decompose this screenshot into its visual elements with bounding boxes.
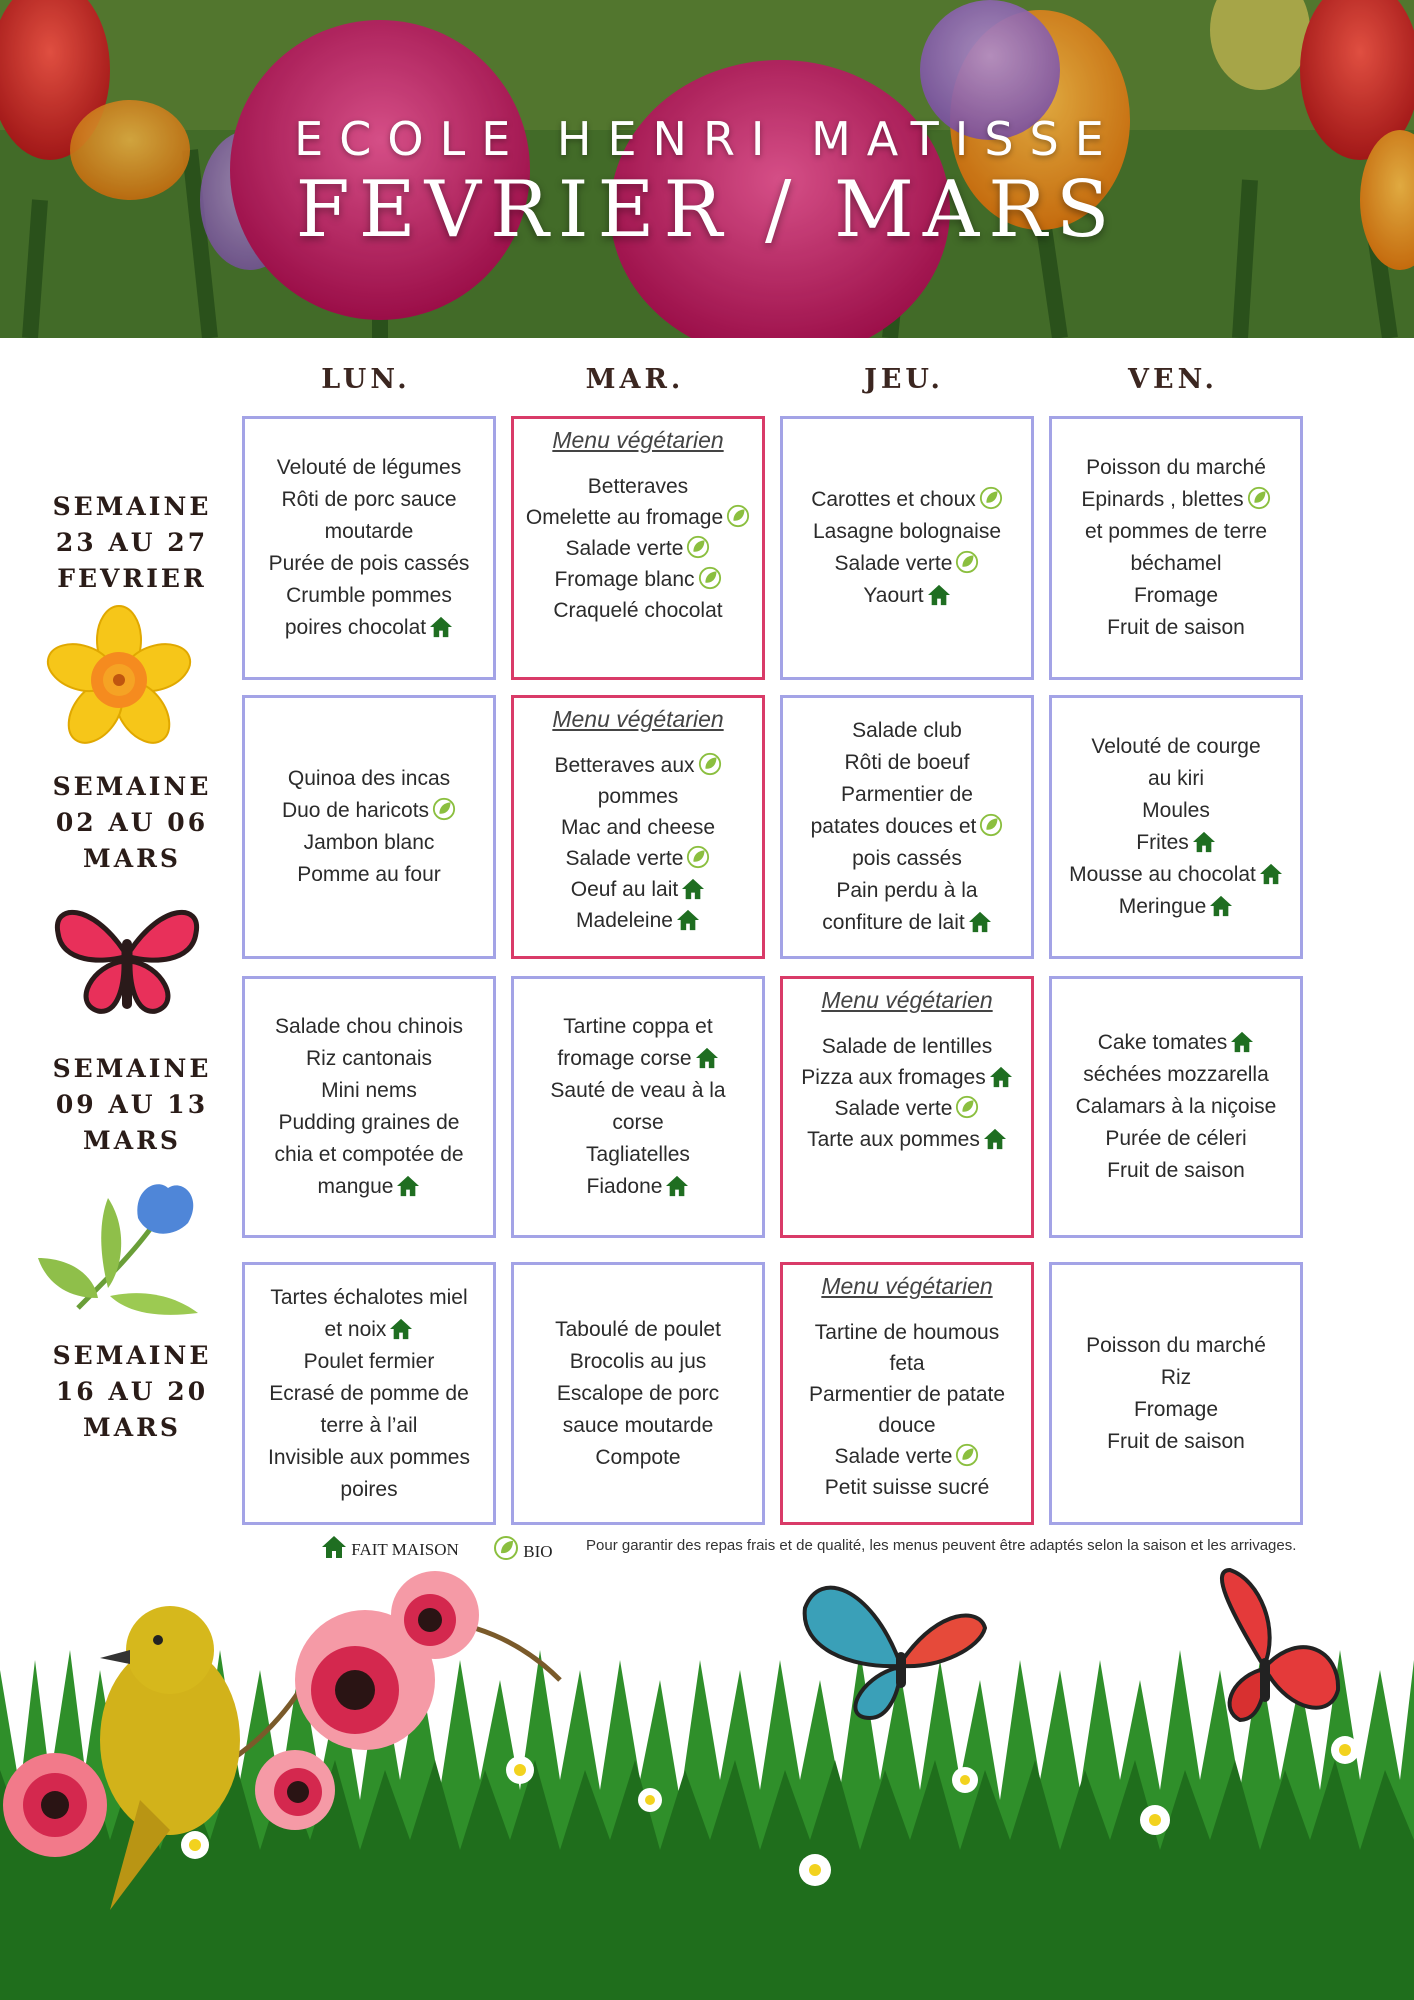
house-icon [429, 616, 453, 638]
menu-item: Tarte aux pommes [801, 1124, 1012, 1155]
menu-item: Pizza aux fromages [801, 1062, 1012, 1093]
organic-leaf-icon [686, 535, 710, 559]
week-label: SEMAINE 02 AU 06 MARS [52, 772, 212, 873]
day-header-monday: LUN. [321, 364, 411, 395]
vegetarian-menu-label: Menu végétarien [552, 427, 724, 453]
menu-item: Salade verte [526, 533, 750, 564]
menu-item: Escalope de porc [556, 1381, 720, 1405]
organic-leaf-icon [955, 1095, 979, 1119]
day-header-thursday: JEU. [864, 364, 944, 395]
menu-item: mangue [274, 1171, 463, 1203]
menu-item: Tartes échalotes miel [270, 1285, 468, 1309]
menu-item: Purée de céleri [1105, 1127, 1247, 1150]
menu-item: Meringue [1069, 891, 1283, 923]
week-label: SEMAINE 09 AU 13 MARS [52, 1054, 212, 1155]
menu-item: Rôti de porc sauce [281, 488, 457, 511]
menu-item: Velouté de légumes [276, 456, 462, 479]
vegetarian-menu-label: Menu végétarien [821, 987, 993, 1013]
menu-item: Parmentier de [841, 783, 973, 806]
house-icon [1259, 863, 1283, 885]
menu-item: chia et compotée de [274, 1143, 464, 1166]
menu-item: Salade verte [811, 548, 1003, 580]
organic-leaf-icon [432, 797, 456, 821]
menu-item: Frites [1069, 827, 1283, 859]
house-icon [396, 1175, 420, 1197]
menu-cell [242, 1262, 496, 1525]
menu-item: fromage corse [550, 1043, 725, 1075]
menu-cell [780, 416, 1034, 680]
organic-leaf-icon [955, 1443, 979, 1467]
menu-item: Betteraves [587, 475, 689, 498]
tulip-illustration [38, 1178, 208, 1320]
menu-item: Fruit de saison [1107, 1159, 1245, 1182]
menu-item: Pudding graines de [278, 1111, 460, 1134]
legend-organic-label: BIO [523, 1542, 553, 1561]
day-header-tuesday: MAR. [585, 364, 685, 395]
menu-item: moutarde [324, 520, 414, 543]
menu-item: Jambon blanc [303, 831, 435, 854]
menu-item: Salade verte [801, 1093, 1012, 1124]
menu-item: et pommes de terre [1084, 520, 1268, 543]
vegetarian-menu-label: Menu végétarien [821, 1273, 993, 1299]
menu-item: Mousse au chocolat [1069, 859, 1283, 891]
vegetarian-menu-label: Menu végétarien [552, 706, 724, 732]
menu-item: au kiri [1147, 767, 1205, 790]
menu-item: feta [889, 1352, 925, 1375]
week-label: SEMAINE 16 AU 20 MARS [52, 1341, 212, 1442]
menu-item: sauce moutarde [562, 1413, 714, 1437]
menu-item: poires [340, 1477, 398, 1501]
house-icon [665, 1175, 689, 1197]
menu-cell [1049, 695, 1303, 959]
menu-item: terre à l’ail [320, 1413, 418, 1437]
menu-item: Pomme au four [297, 863, 441, 886]
menu-cell [511, 976, 765, 1238]
menu-item: Omelette au fromage [526, 502, 750, 533]
menu-item: Mac and cheese [560, 816, 716, 839]
menu-period-title: FEVRIER / MARS [295, 165, 1119, 255]
menu-cell [242, 976, 496, 1238]
menu-cell [1049, 1262, 1303, 1525]
menu-item: Ecrasé de pomme de [269, 1381, 469, 1405]
menu-item: douce [878, 1414, 936, 1437]
menu-item: Fromage [1133, 584, 1218, 607]
menu-item: Salade club [852, 719, 962, 742]
menu-item: Sauté de veau à la [550, 1079, 726, 1102]
day-header-friday: VEN. [1128, 364, 1218, 395]
menu-item: et noix [268, 1314, 470, 1346]
menu-item: Betteraves aux [554, 750, 721, 781]
freshness-note: Pour garantir des repas frais et de qualité, les menus peuvent être adaptés selon la saison et les arrivages. [586, 1537, 1297, 1554]
menu-item: Yaourt [811, 580, 1003, 612]
organic-leaf-icon [698, 752, 722, 776]
house-icon [681, 878, 705, 900]
menu-item: Riz [1160, 1365, 1192, 1389]
organic-leaf-icon [955, 550, 979, 574]
menu-item: Cake tomates [1076, 1027, 1277, 1059]
menu-item: pommes [597, 785, 679, 808]
week-label: SEMAINE 23 AU 27 FEVRIER [52, 492, 212, 593]
menu-item: béchamel [1130, 552, 1222, 575]
menu-item: Taboulé de poulet [555, 1317, 721, 1341]
school-name: ECOLE HENRI MATISSE [294, 112, 1120, 166]
menu-item: Moules [1142, 799, 1210, 822]
organic-leaf-icon [979, 813, 1003, 837]
butterfly-illustration [52, 893, 202, 1025]
menu-item: Poisson du marché [1086, 456, 1266, 479]
organic-leaf-icon [979, 486, 1003, 510]
menu-cell [1049, 416, 1303, 680]
menu-item: Invisible aux pommes [268, 1445, 470, 1469]
house-icon [1230, 1031, 1254, 1053]
house-icon [983, 1128, 1007, 1150]
menu-item: Compote [595, 1445, 681, 1469]
menu-cell [1049, 976, 1303, 1238]
menu-item: Tartine coppa et [563, 1015, 713, 1038]
menu-item: pois cassés [852, 847, 962, 870]
menu-item: Purée de pois cassés [268, 552, 470, 575]
daffodil-illustration [44, 605, 194, 755]
menu-item: corse [612, 1111, 664, 1134]
menu-item: Duo de haricots [282, 795, 456, 827]
header-banner [0, 0, 1414, 338]
menu-item: Lasagne bolognaise [813, 520, 1001, 543]
menu-item: Fromage [1133, 1397, 1218, 1421]
menu-item: Velouté de courge [1091, 735, 1261, 758]
menu-cell-vegetarian [511, 416, 765, 680]
menu-item: Poisson du marché [1086, 1333, 1266, 1357]
menu-item: Crumble pommes [286, 584, 452, 607]
menu-item: Petit suisse sucré [824, 1476, 990, 1499]
menu-item: Brocolis au jus [569, 1349, 707, 1373]
menu-item: Pain perdu à la [836, 879, 978, 902]
menu-item: Quinoa des incas [287, 767, 451, 790]
menu-item: Calamars à la niçoise [1075, 1095, 1277, 1118]
menu-item: Mini nems [321, 1079, 417, 1102]
house-icon [989, 1066, 1013, 1088]
menu-item: Parmentier de patate [808, 1383, 1006, 1406]
menu-item: Fiadone [550, 1171, 725, 1203]
menu-item: Epinards , blettes [1081, 484, 1270, 516]
menu-item: poires chocolat [269, 612, 470, 644]
menu-item: Salade de lentilles [821, 1035, 993, 1058]
menu-item: Riz cantonais [305, 1047, 433, 1070]
menu-cell-vegetarian [780, 1262, 1034, 1525]
menu-item: Tartine de houmous [814, 1321, 1000, 1344]
menu-item: Madeleine [554, 905, 721, 936]
menu-item: Poulet fermier [303, 1349, 435, 1373]
menu-item: Rôti de boeuf [844, 751, 970, 774]
menu-item: séchées mozzarella [1083, 1063, 1269, 1086]
menu-item: confiture de lait [811, 907, 1004, 939]
menu-item: Salade verte [809, 1441, 1005, 1472]
menu-item: Fruit de saison [1107, 616, 1245, 639]
house-icon [927, 584, 951, 606]
menu-item: Fromage blanc [526, 564, 750, 595]
menu-item: Tagliatelles [586, 1143, 690, 1166]
menu-item: Oeuf au lait [554, 874, 721, 905]
organic-leaf-icon [698, 566, 722, 590]
house-icon [695, 1047, 719, 1069]
menu-cell [780, 695, 1034, 959]
legend-homemade-label: FAIT MAISON [351, 1540, 459, 1559]
house-icon [1192, 831, 1216, 853]
menu-item: Salade verte [554, 843, 721, 874]
organic-leaf-icon [726, 504, 750, 528]
menu-cell [511, 1262, 765, 1525]
menu-item: Salade chou chinois [275, 1015, 463, 1038]
menu-item: Fruit de saison [1107, 1429, 1245, 1453]
house-icon [676, 909, 700, 931]
menu-cell-vegetarian [511, 695, 765, 959]
menu-cell [242, 695, 496, 959]
menu-cell [242, 416, 496, 680]
menu-item: patates douces et [811, 811, 1004, 843]
garden-illustration [0, 1540, 1414, 2000]
organic-leaf-icon [686, 845, 710, 869]
house-icon [1209, 895, 1233, 917]
menu-item: Craquelé chocolat [553, 599, 723, 622]
house-icon [389, 1318, 413, 1340]
organic-leaf-icon [1247, 486, 1271, 510]
menu-cell-vegetarian [780, 976, 1034, 1238]
menu-item: Carottes et choux [811, 484, 1003, 516]
house-icon [968, 911, 992, 933]
